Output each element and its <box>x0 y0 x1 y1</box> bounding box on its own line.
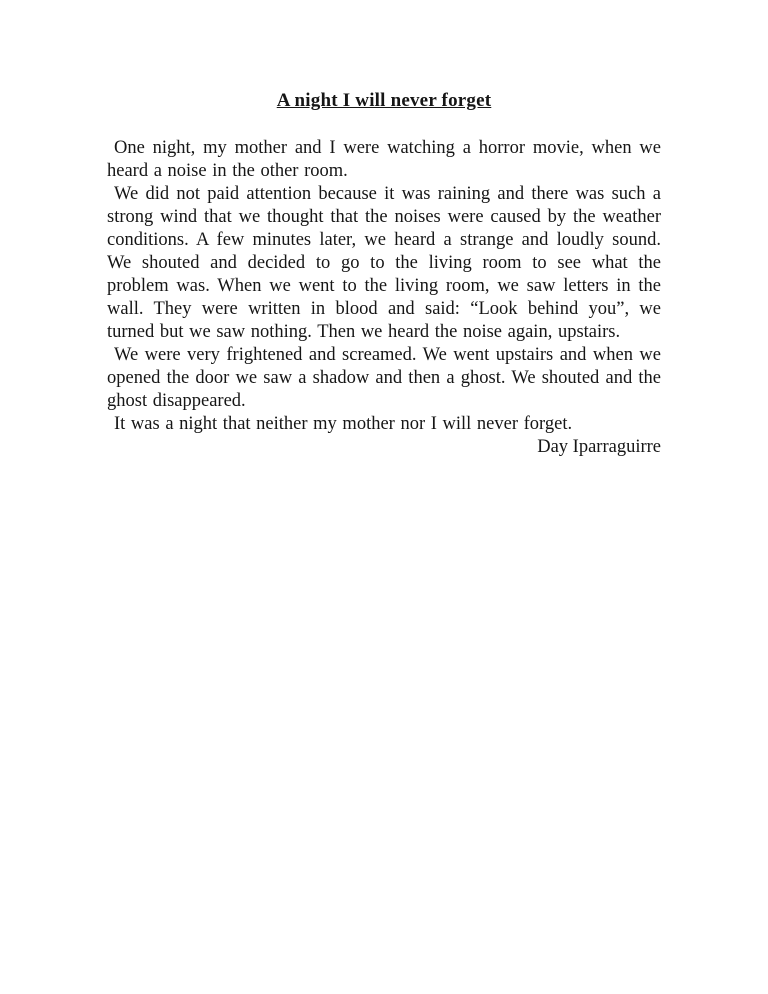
paragraph-conclusion: It was a night that neither my mother nor I will never forget. <box>114 414 573 434</box>
document-title: A night I will never forget <box>276 90 492 111</box>
paragraph-climax: We were very frightened and screamed. We went upstairs and when we opened the door we saw a shadow and then a ghost. We shouted and the ghost disappeared. <box>107 345 661 411</box>
paragraph-intro: One night, my mother and I were watching a horror movie, when we heard a noise in the other room. <box>107 138 661 181</box>
author-signature: Day Iparraguirre <box>537 437 661 457</box>
paragraph-story: We did not paid attention because it was raining and there was such a strong wind that we thought that the noises were caused by the weather conditions. A few minutes later, we heard a strange and loudly sound. We shouted and decided to go to the living room to see what the problem was. When we went to the living room, we saw letters in the wall. They were written in blood and said: “Look behind you”, we turned but we saw nothing. Then we heard the noise again, upstairs. <box>107 184 661 342</box>
